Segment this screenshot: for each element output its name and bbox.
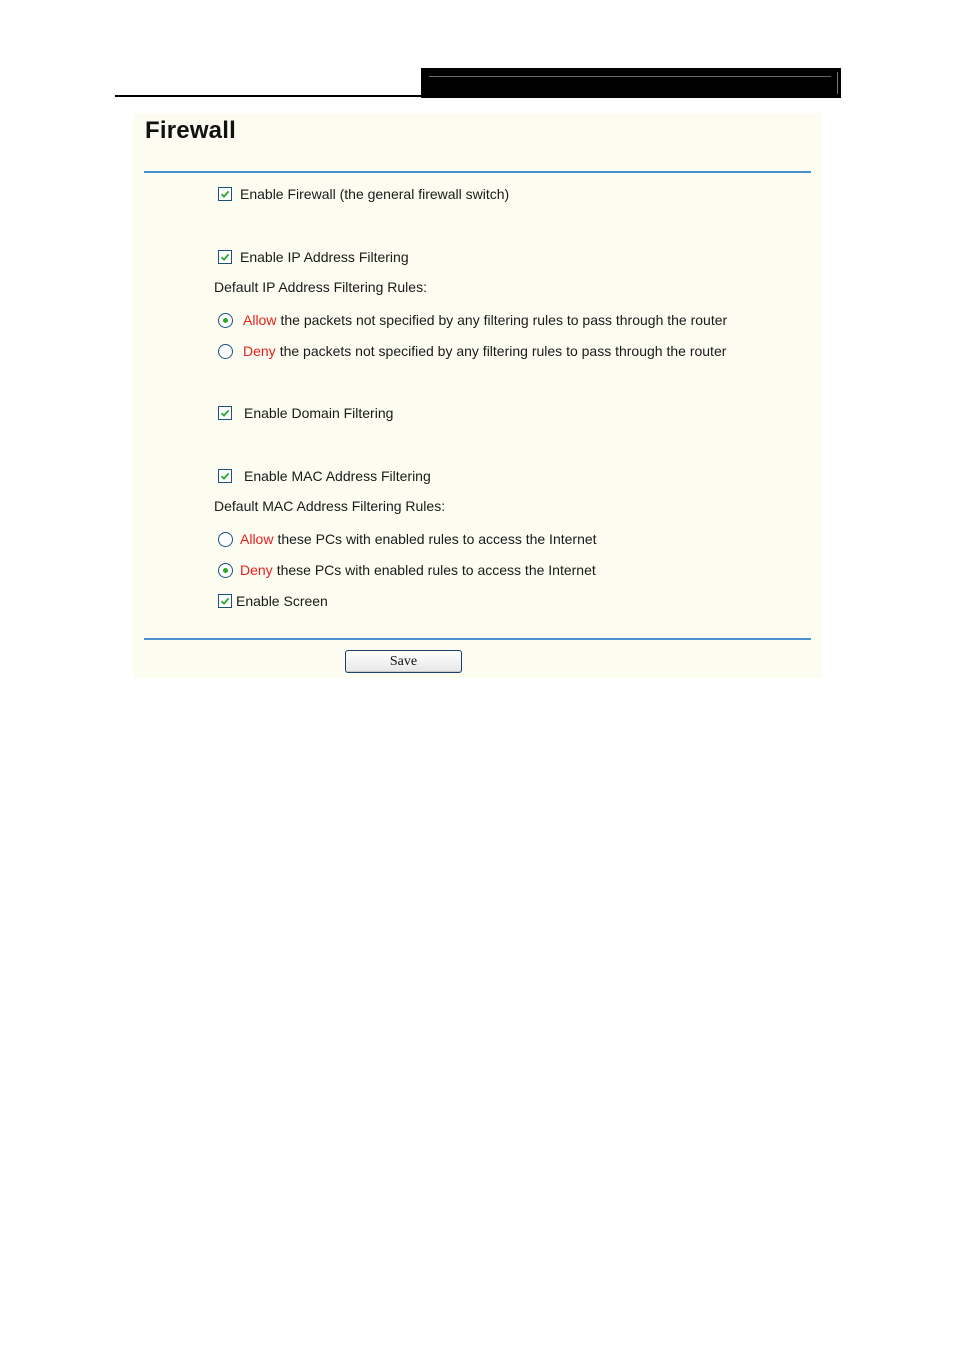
save-button[interactable]: Save: [345, 650, 462, 673]
ip-deny-text: the packets not specified by any filtering rules to pass through the router: [279, 343, 727, 359]
ip-allow-row: [218, 310, 727, 330]
page-title: Firewall: [145, 117, 236, 144]
checkmark-icon: [220, 471, 230, 481]
mac-deny-keyword: Deny: [240, 562, 273, 578]
checkmark-icon: [220, 596, 230, 606]
enable-screen-checkbox[interactable]: [218, 594, 232, 608]
ip-deny-radio[interactable]: [218, 344, 233, 359]
checkmark-icon: [220, 189, 230, 199]
ip-filtering-row: [218, 247, 409, 267]
top-divider: [144, 171, 811, 173]
ip-filtering-label: Enable IP Address Filtering: [240, 249, 409, 265]
enable-screen-label: Enable Screen: [236, 593, 328, 609]
document-header-rule: [115, 95, 421, 97]
header-band-tick: [837, 72, 838, 94]
ip-allow-keyword: Allow: [243, 312, 277, 328]
firewall-panel: [133, 113, 822, 678]
mac-rules-heading: Default MAC Address Filtering Rules:: [214, 498, 446, 514]
ip-rules-heading: Default IP Address Filtering Rules:: [214, 279, 427, 295]
domain-filtering-label: Enable Domain Filtering: [244, 405, 394, 421]
enable-screen-row: [218, 591, 328, 611]
enable-firewall-label: Enable Firewall (the general firewall switch): [240, 186, 510, 202]
mac-filtering-label: Enable MAC Address Filtering: [244, 468, 431, 484]
checkmark-icon: [220, 408, 230, 418]
domain-filtering-row: [218, 403, 393, 423]
mac-allow-text: these PCs with enabled rules to access the Internet: [277, 531, 597, 547]
mac-allow-radio[interactable]: [218, 532, 233, 547]
radio-dot-icon: [223, 568, 228, 573]
ip-filtering-checkbox[interactable]: [218, 250, 232, 264]
mac-deny-text: these PCs with enabled rules to access the Internet: [276, 562, 596, 578]
document-header-band: [421, 68, 841, 98]
header-band-line: [429, 76, 831, 77]
mac-deny-row: [218, 560, 596, 580]
mac-filtering-checkbox[interactable]: [218, 469, 232, 483]
ip-allow-radio[interactable]: [218, 313, 233, 328]
mac-allow-keyword: Allow: [240, 531, 274, 547]
mac-deny-radio[interactable]: [218, 563, 233, 578]
ip-allow-text: the packets not specified by any filtering rules to pass through the router: [280, 312, 728, 328]
enable-firewall-row: [218, 184, 509, 204]
ip-deny-row: [218, 341, 726, 361]
bottom-divider: [144, 638, 811, 640]
mac-filtering-row: [218, 466, 431, 486]
domain-filtering-checkbox[interactable]: [218, 406, 232, 420]
enable-firewall-checkbox[interactable]: [218, 187, 232, 201]
checkmark-icon: [220, 252, 230, 262]
ip-deny-keyword: Deny: [243, 343, 276, 359]
radio-dot-icon: [223, 318, 228, 323]
mac-allow-row: [218, 529, 597, 549]
